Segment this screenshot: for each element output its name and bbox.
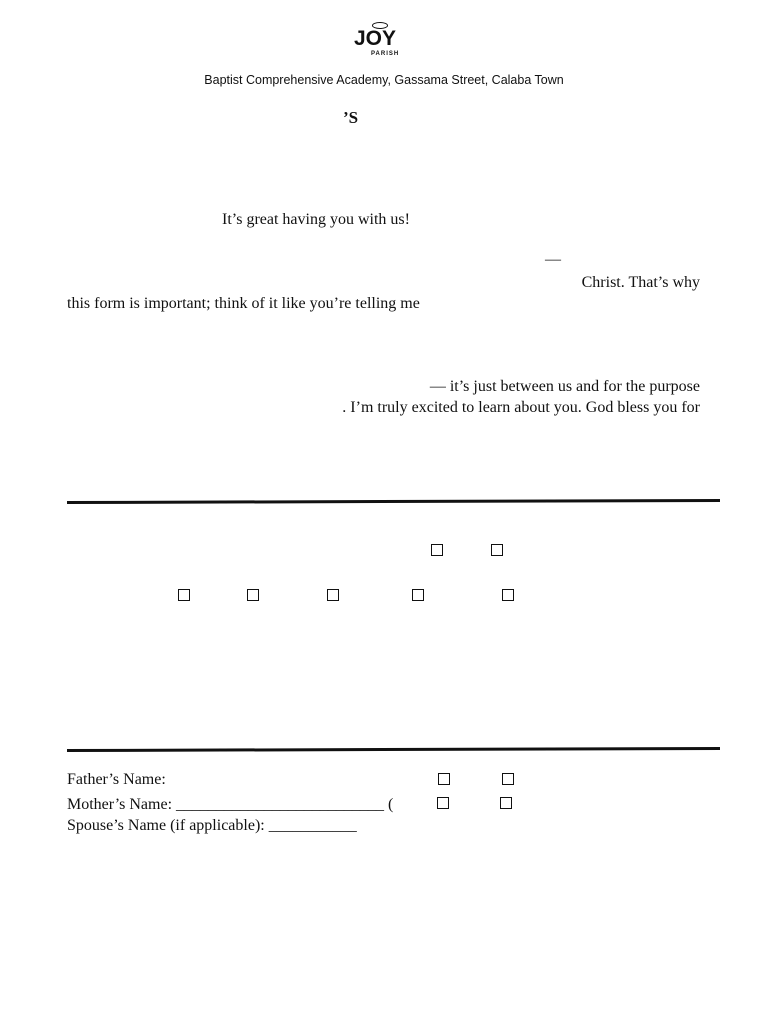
checkbox[interactable] xyxy=(247,589,259,601)
joy-parish-logo xyxy=(352,22,416,62)
christ-line: Christ. That’s why xyxy=(581,274,700,291)
form-title-fragment: ’S xyxy=(343,108,359,127)
checkbox[interactable] xyxy=(431,544,443,556)
section-divider xyxy=(67,747,720,752)
checkbox[interactable] xyxy=(502,773,514,785)
em-dash: — xyxy=(545,251,561,268)
checkbox[interactable] xyxy=(500,797,512,809)
checkbox[interactable] xyxy=(438,773,450,785)
checkbox[interactable] xyxy=(437,797,449,809)
checkbox[interactable] xyxy=(502,589,514,601)
logo-text: JOY xyxy=(354,27,397,50)
greeting-text: It’s great having you with us! xyxy=(222,211,410,228)
checkbox[interactable] xyxy=(178,589,190,601)
mother-name-label: Mother’s Name: __________________________ ( xyxy=(67,796,394,813)
privacy-line: — it’s just between us and for the purpose xyxy=(429,378,700,395)
section-divider xyxy=(67,499,720,504)
logo-subtext: PARISH xyxy=(371,51,400,57)
church-address: Baptist Comprehensive Academy, Gassama Street, Calaba Town xyxy=(204,73,564,87)
form-importance-line: this form is important; think of it like you’re telling me xyxy=(67,295,420,312)
excited-line: . I’m truly excited to learn about you. God bless you for xyxy=(342,399,700,416)
spouse-name-label: Spouse’s Name (if applicable): ___________ xyxy=(67,817,357,834)
checkbox[interactable] xyxy=(412,589,424,601)
father-name-label: Father’s Name: xyxy=(67,771,166,788)
checkbox[interactable] xyxy=(327,589,339,601)
checkbox[interactable] xyxy=(491,544,503,556)
